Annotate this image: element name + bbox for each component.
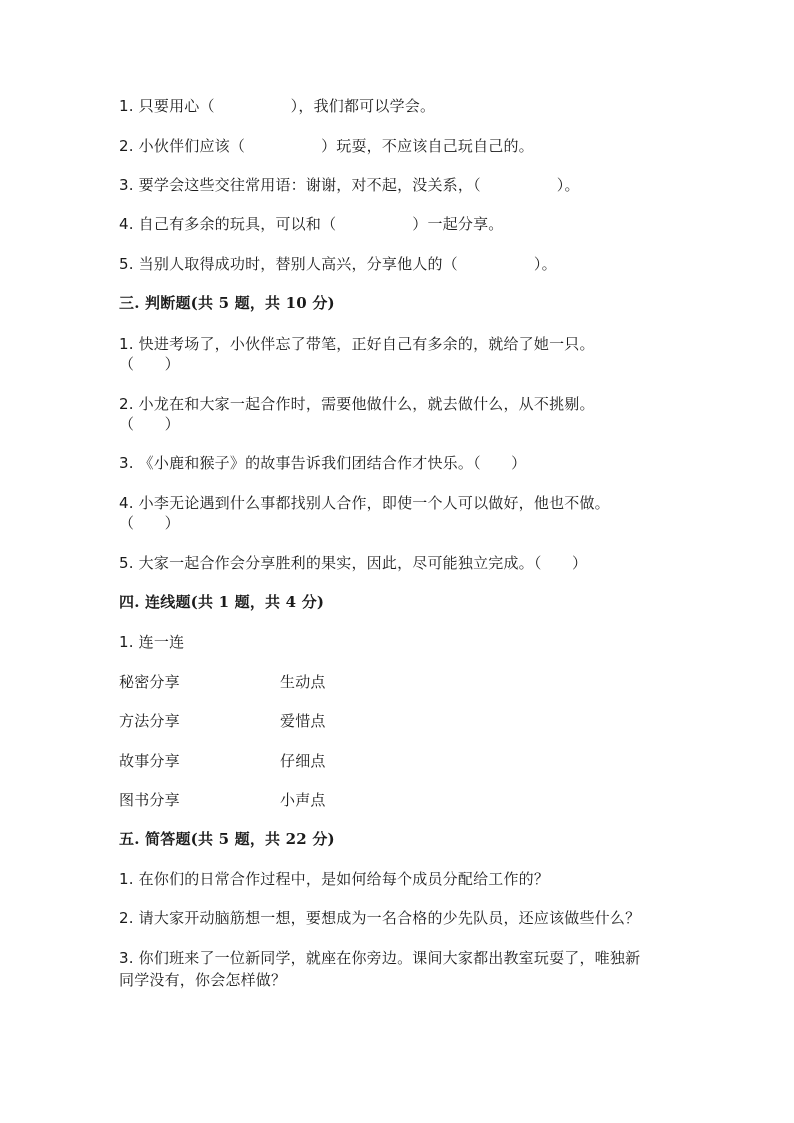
judge-item-1: 1. 快进考场了，小伙伴忘了带笔，正好自己有多余的，就给了她一只。 [119, 335, 595, 353]
match-left-3: 故事分享 [119, 752, 180, 770]
judge-item-2-paren: （ ） [119, 415, 180, 433]
judge-item-2: 2. 小龙在和大家一起合作时，需要他做什么，就去做什么，从不挑剔。 [119, 395, 595, 413]
short-answer-2: 2. 请大家开动脑筋想一想，要想成为一名合格的少先队员，还应该做些什么？ [119, 909, 641, 927]
judge-item-3: 3. 《小鹿和猴子》的故事告诉我们团结合作才快乐。（ ） [119, 454, 527, 472]
judge-item-4-paren: （ ） [119, 514, 180, 532]
match-left-2: 方法分享 [119, 712, 180, 730]
match-right-2: 爱惜点 [280, 712, 326, 730]
section5-title: 五. 简答题(共 5 题，共 22 分) [119, 830, 335, 848]
fill-blank-item-3: 3. 要学会这些交往常用语：谢谢，对不起，没关系，（ ）。 [119, 176, 580, 194]
match-right-4: 小声点 [280, 791, 326, 809]
section4-title: 四. 连线题(共 1 题，共 4 分) [119, 593, 325, 611]
judge-item-5: 5. 大家一起合作会分享胜利的果实，因此，尽可能独立完成。（ ） [119, 554, 588, 572]
judge-item-4: 4. 小李无论遇到什么事都找别人合作，即使一个人可以做好，他也不做。 [119, 494, 610, 512]
short-answer-3-line1: 3. 你们班来了一位新同学，就座在你旁边。课间大家都出教室玩耍了，唯独新 [119, 949, 641, 967]
match-left-4: 图书分享 [119, 791, 180, 809]
short-answer-3-line2: 同学没有，你会怎样做？ [119, 971, 287, 989]
judge-item-1-paren: （ ） [119, 355, 180, 373]
match-right-3: 仔细点 [280, 752, 326, 770]
matching-question: 1. 连一连 [119, 633, 185, 651]
match-left-1: 秘密分享 [119, 673, 180, 691]
fill-blank-item-2: 2. 小伙伴们应该（ ）玩耍，不应该自己玩自己的。 [119, 137, 534, 155]
short-answer-1: 1. 在你们的日常合作过程中，是如何给每个成员分配给工作的？ [119, 870, 550, 888]
fill-blank-item-5: 5. 当别人取得成功时，替别人高兴，分享他人的（ ）。 [119, 255, 557, 273]
fill-blank-item-1: 1. 只要用心（ ），我们都可以学会。 [119, 97, 436, 115]
fill-blank-item-4: 4. 自己有多余的玩具，可以和（ ）一起分享。 [119, 215, 504, 233]
section3-title: 三. 判断题(共 5 题，共 10 分) [119, 294, 335, 312]
match-right-1: 生动点 [280, 673, 326, 691]
